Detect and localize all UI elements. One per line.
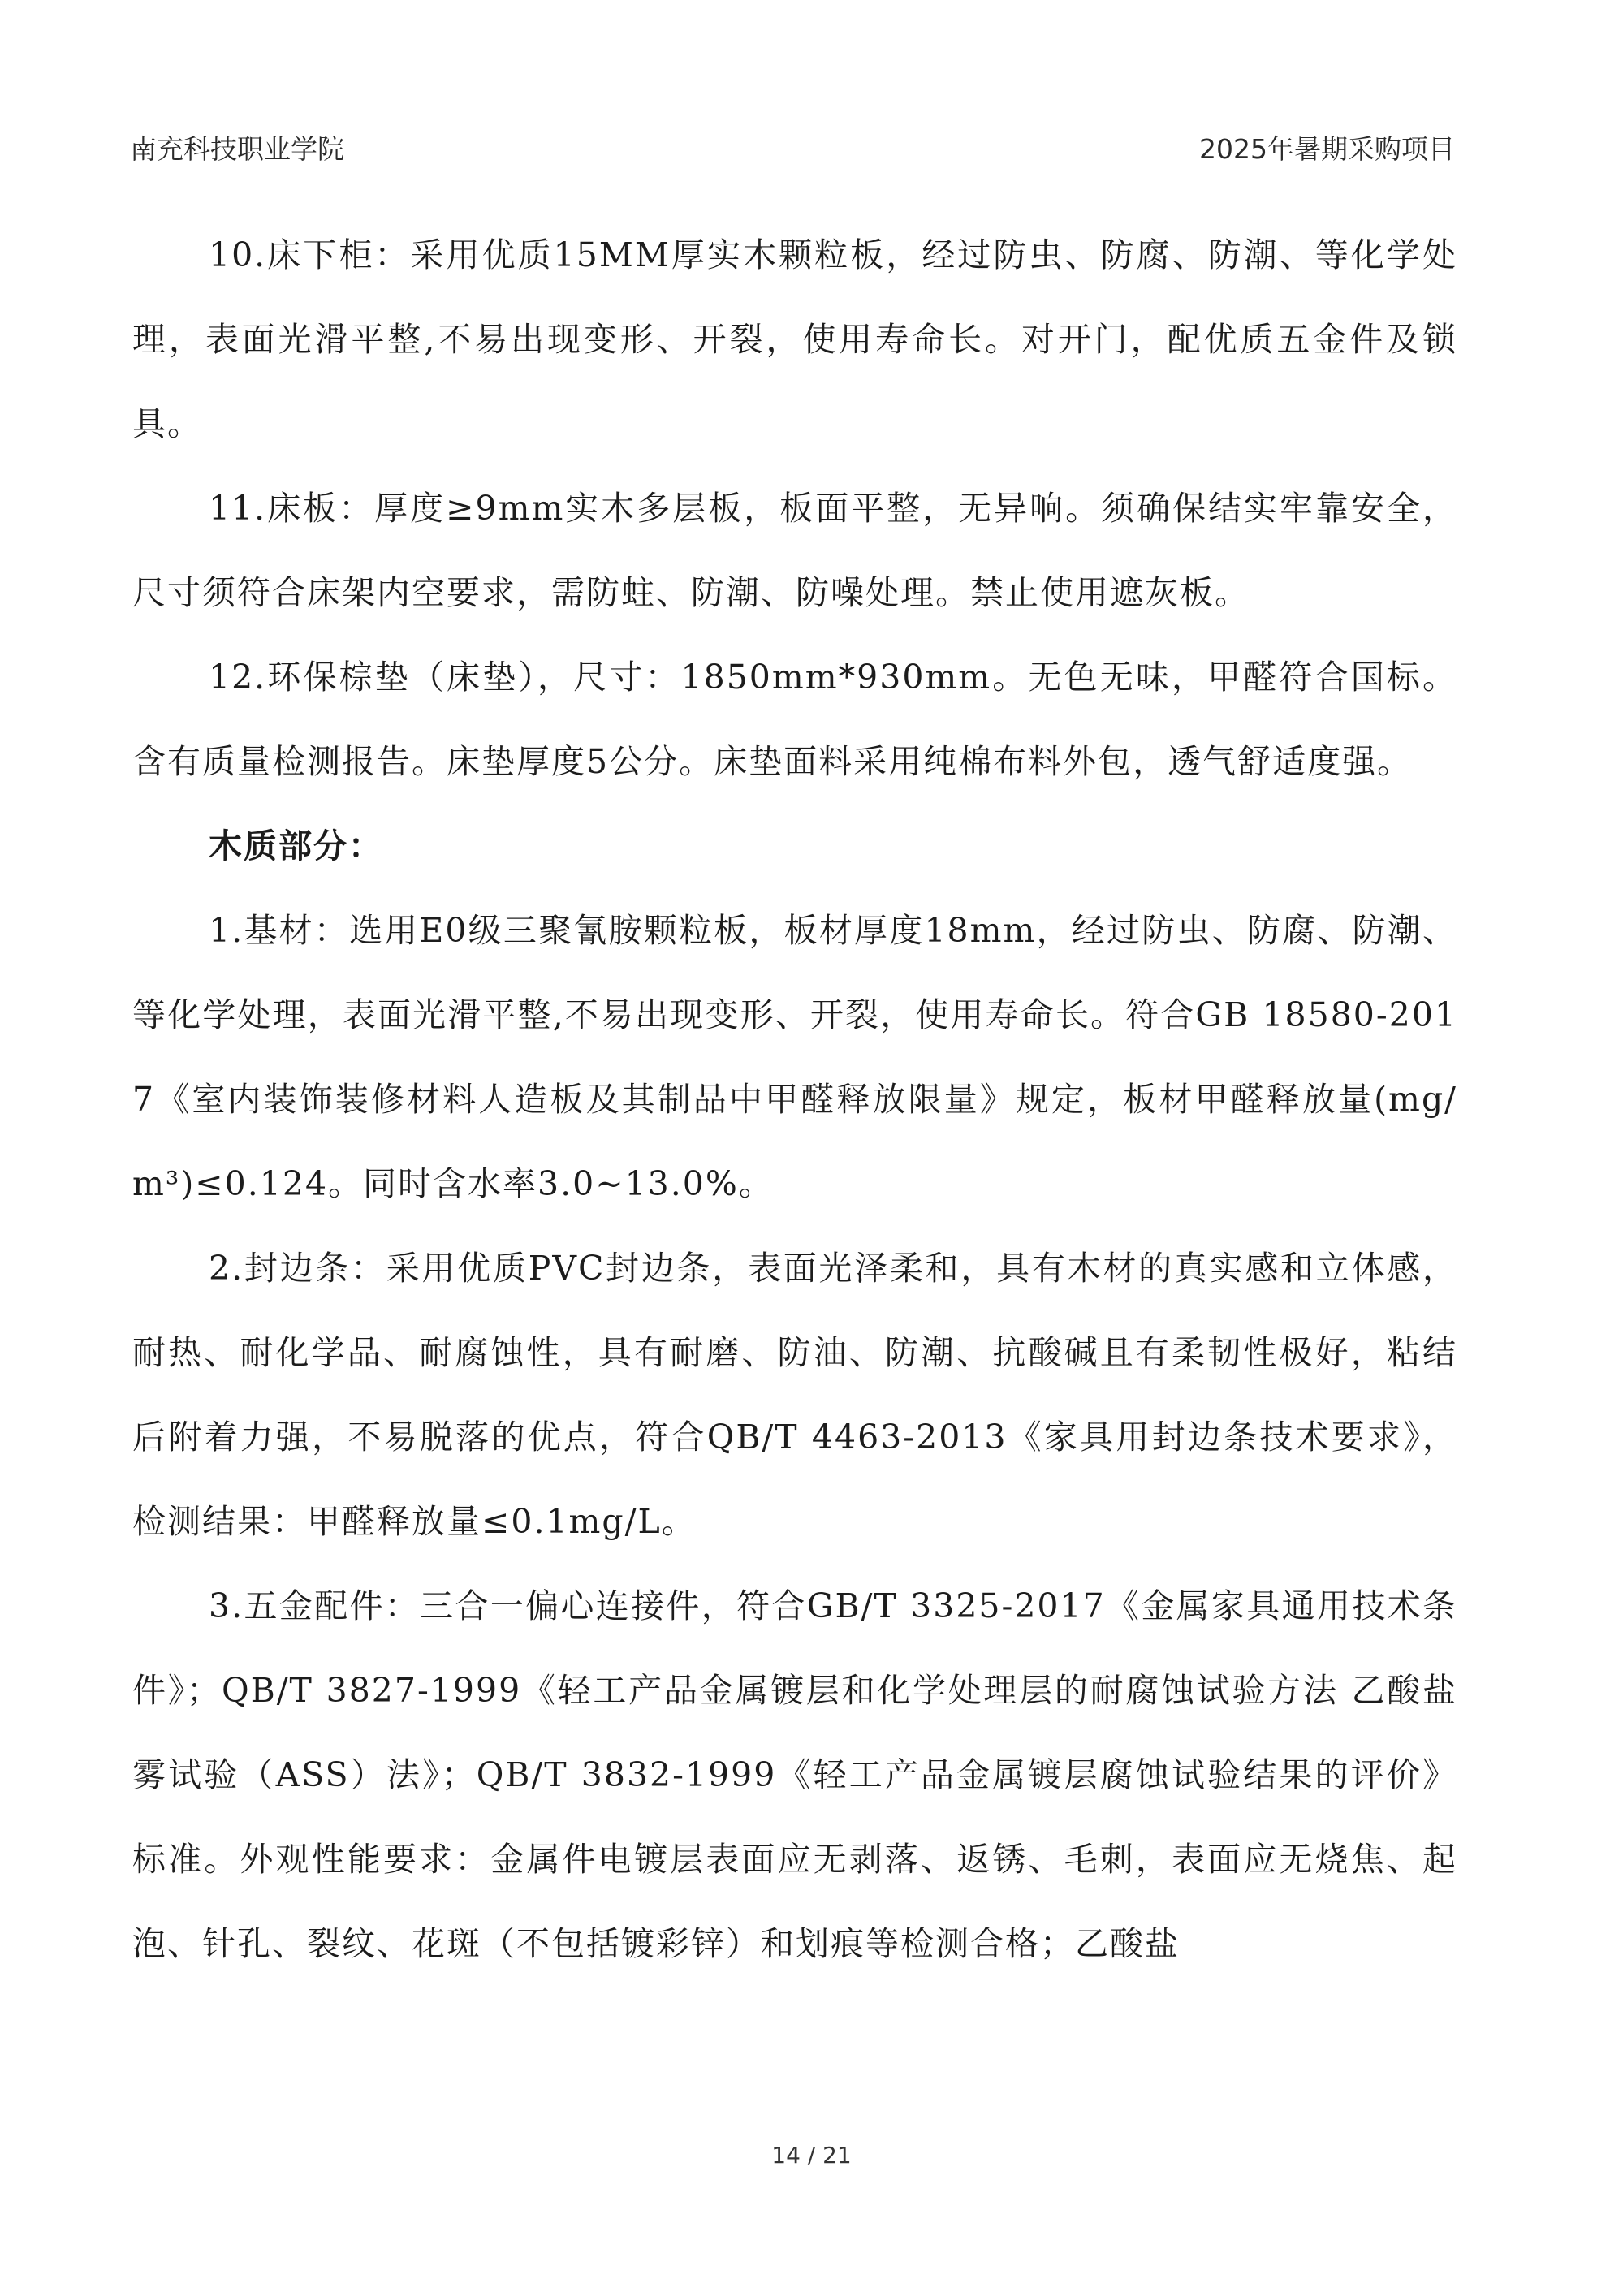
paragraph-base-material: 1.基材：选用E0级三聚氰胺颗粒板，板材厚度18mm，经过防虫、防腐、防潮、等化学处理，表面光滑平整,不易出现变形、开裂，使用寿命长。符合GB 18580-2017《室内装饰装修材料人造板及其制品中甲醛释放限量》规定，板材甲醛释放量(mg/m³)≤0.124。同时含水率3.0~13.0%。 (132, 911, 1457, 1203)
paragraph-item-11: 11.床板：厚度≥9mm实木多层板，板面平整，无异响。须确保结实牢靠安全，尺寸须符合床架内空要求，需防蛀、防潮、防噪处理。禁止使用遮灰板。 (132, 489, 1457, 612)
header-project-title: 2025年暑期采购项目 (1199, 133, 1455, 165)
paragraph-edge-banding: 2.封边条：采用优质PVC封边条，表面光泽柔和，具有木材的真实感和立体感，耐热、耐化学品、耐腐蚀性，具有耐磨、防油、防潮、抗酸碱且有柔韧性极好，粘结后附着力强，不易脱落的优点，符合QB/T 4463-2013《家具用封边条技术要求》，检测结果：甲醛释放量≤0.1mg/L。 (132, 1249, 1457, 1541)
paragraph-item-10: 10.床下柜：采用优质15MM厚实木颗粒板，经过防虫、防腐、防潮、等化学处理，表面光滑平整,不易出现变形、开裂，使用寿命长。对开门，配优质五金件及锁具。 (132, 235, 1457, 443)
section-heading: 木质部分： (209, 826, 383, 865)
header-institution: 南充科技职业学院 (130, 133, 344, 165)
document-body (132, 213, 1457, 1986)
page-header (130, 128, 1455, 169)
paragraph-item-12: 12.环保棕垫（床垫），尺寸：1850mm*930mm。无色无味，甲醛符合国标。含有质量检测报告。床垫厚度5公分。床垫面料采用纯棉布料外包，透气舒适度强。 (132, 658, 1457, 781)
page-number: 14 / 21 (771, 2142, 852, 2169)
paragraph-hardware: 3.五金配件：三合一偏心连接件，符合GB/T 3325-2017《金属家具通用技术条件》；QB/T 3827-1999《轻工产品金属镀层和化学处理层的耐腐蚀试验方法 乙酸盐雾试验（ASS）法》；QB/T 3832-1999《轻工产品金属镀层腐蚀试验结果的评价》标准。外观性能要求：金属件电镀层表面应无剥落、返锈、毛刺，表面应无烧焦、起泡、针孔、裂纹、花斑（不包括镀彩锌）和划痕等检测合格；乙酸盐 (132, 1586, 1457, 1963)
